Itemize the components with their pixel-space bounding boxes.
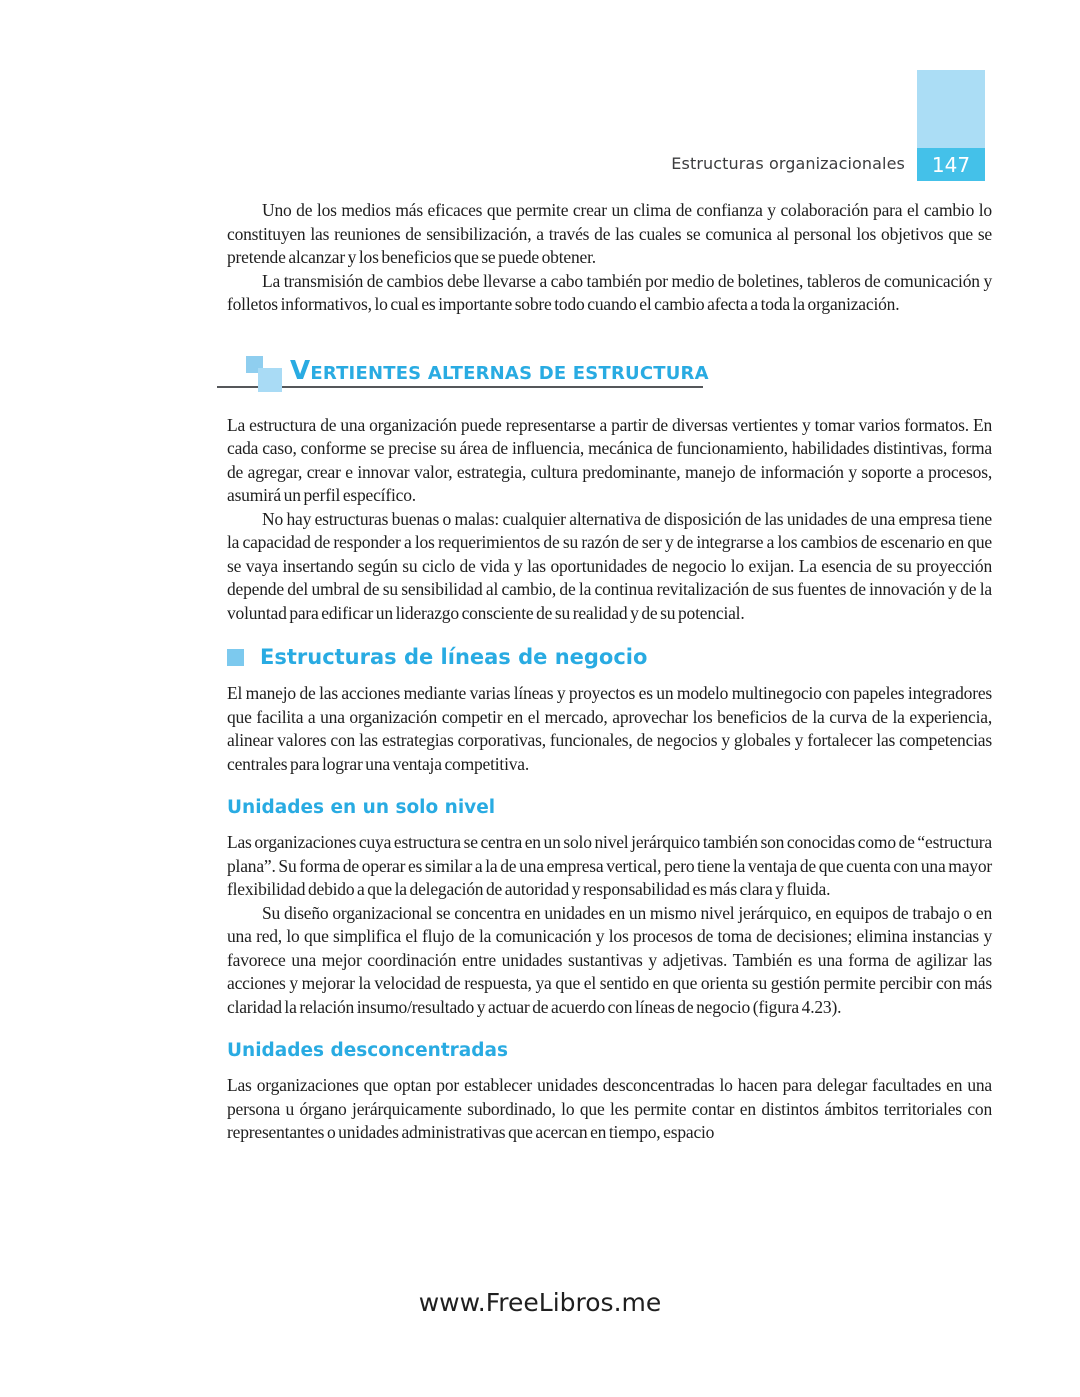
section-heading bbox=[227, 356, 992, 390]
topic2-paragraph-1: Las organizaciones que optan por establecer unidades desconcentradas lo hacen para delegar facultades en una persona u órgano jerárquicamente subordinado, lo que les permite contar en distintos ámbitos territoriales con representantes o unidades administrativas que acercan en tiempo, espacio bbox=[227, 1075, 992, 1142]
intro-paragraph-1: Uno de los medios más eficaces que permite crear un clima de confianza y colaboración para el cambio lo constituyen las reuniones de sensibilización, a través de las cuales se comunica al personal los objetivos que se pretende alcanzar y los beneficios que se puede obtener. bbox=[227, 200, 992, 267]
page-number-badge bbox=[917, 148, 985, 181]
page-number: 147 bbox=[931, 152, 971, 177]
footer-watermark: www.FreeLibros.me bbox=[418, 1288, 662, 1317]
topic-heading-unidades-desconcentradas: Unidades desconcentradas bbox=[227, 1040, 509, 1061]
topic1-paragraph-1: Las organizaciones cuya estructura se centra en un solo nivel jerárquico también son conocidas como de “estructura plana”. Su forma de operar es similar a la de una empresa vertical, pero tiene la ventaja de que cuenta con una mayor flexibilidad debido a que la delegación de autoridad y responsabilidad es más clara y fluida. bbox=[227, 832, 992, 899]
intro-paragraph-2: La transmisión de cambios debe llevarse a cabo también por medio de boletines, tableros de comunicación y folletos informativos, lo cual es importante sobre todo cuando el cambio afecta a toda la organización. bbox=[227, 270, 992, 314]
square-bullet-icon bbox=[227, 649, 244, 666]
topic1-paragraph-2: Su diseño organizacional se concentra en unidades en un mismo nivel jerárquico, en equipos de trabajo o en una red, lo que simplifica el flujo de la comunicación y los procesos de toma de decisiones; elimina instancias y favorece una mejor coordinación entre unidades sustantivas y adjetivas. También es una forma de agilizar las acciones y mejorar la velocidad de respuesta, ya que el sentido en que orienta su gestión permite percibir con más claridad la relación insumo/resultado y actuar de acuerdo con líneas de negocio (figura 4.23). bbox=[227, 902, 992, 1017]
text-column bbox=[227, 199, 992, 1145]
subsection-title: Estructuras de líneas de negocio bbox=[260, 645, 648, 669]
section-paragraph-2: No hay estructuras buenas o malas: cualquier alternativa de disposición de las unidades de una empresa tiene la capacidad de responder a los requerimientos de su razón de ser y de integrarse a los cambios de escenario en que se vaya insertando según su ciclo de vida y las oportunidades de negocio lo exijan. La esencia de su proyección depende del umbral de su sensibilidad al cambio, de la continua revitalización de sus fuentes de innovación y de la voluntad para edificar un liderazgo consciente de su realidad y de su potencial. bbox=[227, 508, 992, 623]
section-rule-divider bbox=[217, 386, 703, 388]
section-paragraph-1: La estructura de una organización puede representarse a partir de diversas vertientes y tomar varios formatos. En cada caso, conforme se precise su área de influencia, mecánica de funcionamiento, habilidades distintivas, forma de agregar, crear e innovar valor, estrategia, cultura predominante, manejo de información y soporte a procesos, asumirá un perfil específico. bbox=[227, 414, 992, 505]
running-header-title: Estructuras organizacionales bbox=[671, 154, 905, 173]
subsection-heading bbox=[227, 643, 992, 671]
section-title: VERTIENTES ALTERNAS DE ESTRUCTURA bbox=[290, 355, 709, 386]
subsection-paragraph-1: El manejo de las acciones mediante varias líneas y proyectos es un modelo multinegocio con papeles integradores que facilita a una organización competir en el mercado, aprovechar los beneficios de la curva de la experiencia, alinear valores con las estrategias corporativas, funcionales, de negocios y globales y fortalecer las competencias centrales para lograr una ventaja competitiva. bbox=[227, 683, 992, 774]
topic-heading-unidades-en-un-solo-nivel: Unidades en un solo nivel bbox=[227, 797, 496, 818]
page-number-tab bbox=[917, 70, 985, 181]
section-marker-large-square-icon bbox=[258, 368, 282, 392]
page-tab-light-band bbox=[917, 70, 985, 148]
